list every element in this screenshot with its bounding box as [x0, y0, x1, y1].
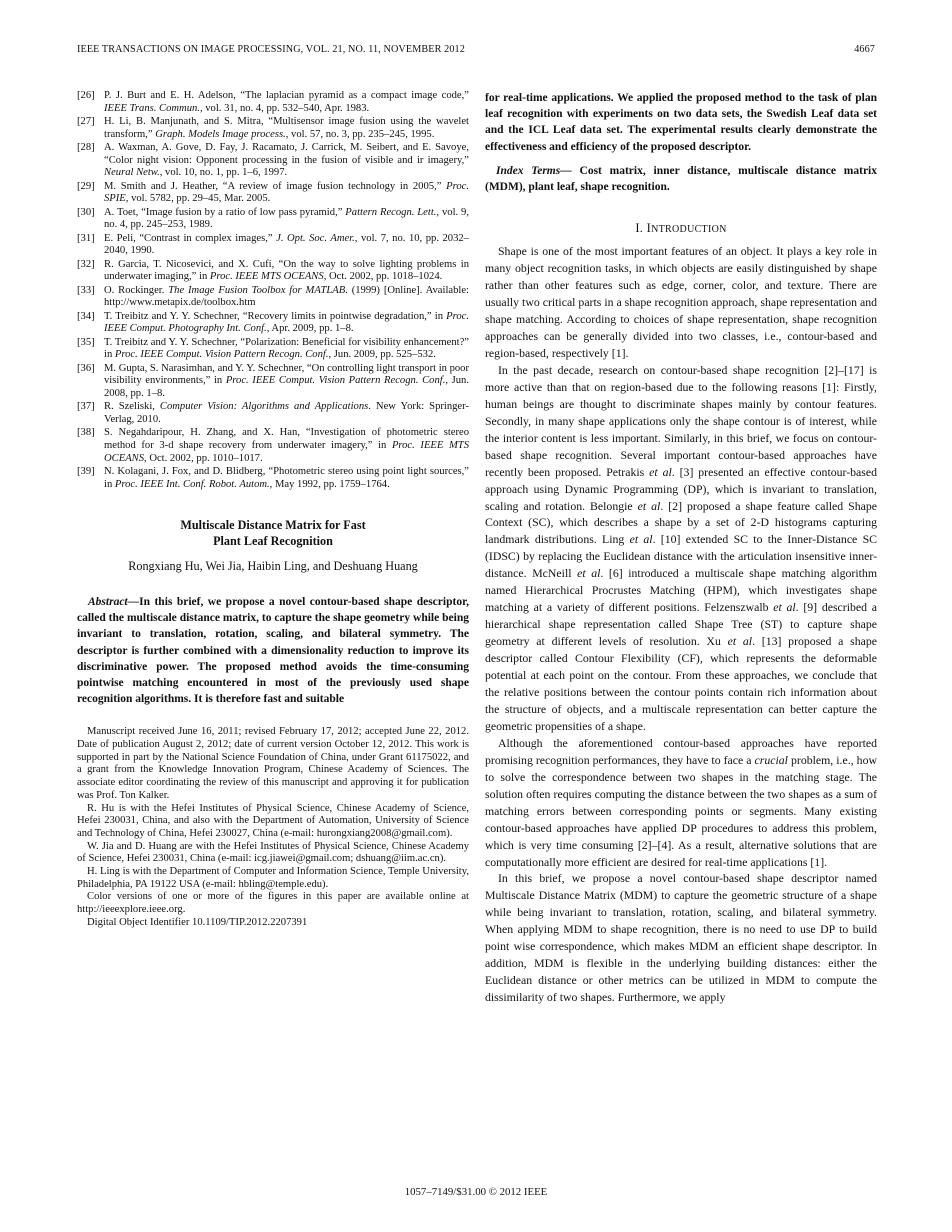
reference-venue: Graph. Models Image process. — [155, 128, 286, 140]
reference-text: R. Garcia, T. Nicosevici, and X. Cufí, “On the way to solve lighting problems in underwater imaging,” in — [104, 258, 469, 283]
reference-number: [33] — [77, 284, 95, 296]
reference-venue: Neural Netw. — [104, 167, 160, 179]
copyright-footer: 1057–7149/$31.00 © 2012 IEEE — [404, 1186, 548, 1198]
abstract-text: In this brief, we propose a novel contour-based shape descriptor, called the multiscale distance matrix, to capture the shape geometry while being invariant to translation, rotation, scaling, and bilateral symmetry. The descriptor is further combined with a dimensionality reduction to improve its discriminative power. The proposed method avoids the time-consuming pointwise matching encountered in most of the previously used shape recognition algorithms. It is therefore fast and suitable — [77, 595, 469, 706]
reference-text: A. Waxman, A. Gove, D. Fay, J. Racamato, J. Carrick, M. Seibert, and E. Savoye, “Color night vision: Opponent processing in the fusion of visible and ir imagery,” — [104, 142, 469, 166]
reference-number: [38] — [77, 427, 95, 439]
reference-item — [77, 259, 469, 284]
reference-number: [35] — [77, 336, 95, 348]
reference-number: [36] — [77, 362, 95, 374]
text-run: et al — [727, 634, 753, 649]
reference-text: P. J. Burt and E. H. Adelson, “The laplacian pyramid as a compact image code,” — [104, 90, 469, 101]
reference-item — [77, 181, 469, 206]
reference-item — [77, 401, 469, 426]
reference-item — [77, 427, 469, 465]
section-rest: NTRODUCTION — [651, 224, 727, 236]
reference-venue: Proc. IEEE Comput. Vision Pattern Recogn. Conf. — [225, 375, 446, 387]
paper-title-line-1: Multiscale Distance Matrix for Fast — [180, 517, 366, 532]
reference-text: O. Rockinger. — [104, 284, 169, 296]
text-run: Although the aforementioned contour-based approaches have reported promising recognition performances, they have to face a — [485, 735, 877, 767]
reference-number: [31] — [77, 232, 95, 244]
reference-item — [77, 90, 469, 115]
right-column — [485, 90, 877, 1006]
reference-venue: Proc. SPIE — [104, 180, 469, 205]
footnote: W. Jia and D. Huang are with the Hefei Institutes of Physical Science, Chinese Academy of Science, Hefei 230031, China (e-mail: icg.jiawei@gmail.com; dshuang@iim.ac.cn). — [77, 840, 469, 865]
reference-number: [27] — [77, 116, 95, 127]
reference-number: [32] — [77, 258, 95, 270]
footnote: R. Hu is with the Hefei Institutes of Physical Science, Chinese Academy of Science, Hefei 230031, China, and also with the Department of Automation, University of Science and Technology of China, Hefei 230027, China (e-mail: hurongxiang2008@gmail.com). — [77, 802, 469, 839]
reference-text: H. Li, B. Manjunath, and S. Mitra, “Multisensor image fusion using the wavelet transform,” — [104, 116, 469, 140]
reference-details: , Apr. 2009, pp. 1–8. — [266, 323, 354, 335]
text-run: In the past decade, research on contour-based shape recognition [2]–[17] is more active than that on region-based due to the following reasons [1]: Firstly, human beings are thought to discriminate shapes mainly by contour features. Secondly, in many shape applications only the shape contour is of interest, while the interior content is less important. Similarly, in this brief, we focus on contour-based shape recognition. Several important contour-based approaches have recently been proposed. Petrakis — [485, 362, 877, 479]
reference-venue: J. Opt. Soc. Amer. — [276, 232, 355, 244]
reference-list — [77, 90, 469, 492]
reference-venue: Computer Vision: Algorithms and Applications — [159, 401, 369, 413]
reference-venue: Proc. IEEE Comput. Photography Int. Conf. — [104, 310, 469, 335]
reference-venue: IEEE Trans. Commun. — [104, 102, 200, 114]
text-run: et al — [649, 464, 672, 479]
reference-item — [77, 285, 469, 310]
abstract — [77, 594, 469, 707]
paper-title — [77, 517, 469, 549]
reference-number: [34] — [77, 310, 95, 322]
reference-item — [77, 207, 469, 232]
text-run: . [6] introduced a multiscale shape matching algorithm named Hierarchical Procrustes Matching (HPM), which investigates shape matching at a variety of different positions. Felzenszwalb — [485, 566, 877, 615]
reference-number: [29] — [77, 180, 95, 192]
text-run: et al — [577, 566, 601, 581]
reference-item — [77, 233, 469, 258]
reference-details: , Oct. 2002, pp. 1010–1017. — [144, 452, 263, 464]
reference-details: , May 1992, pp. 1759–1764. — [269, 478, 390, 490]
intro-paragraph-4: In this brief, we propose a novel contour-based shape descriptor named Multiscale Distance Matrix (MDM) to capture the geometric structure of a shape while being invariant to translation, rotation, scaling, and bilateral symmetry. When applying MDM to shape recognition, there is no need to use DP to build point wise correspondence, which makes MDM an efficient shape descriptor. In addition, MDM is flexible in the underlying building distances: either the Euclidean distance or other metrics can be utilized in MDM to compute the dissimilarity of two shapes. Furthermore, we apply — [485, 871, 877, 1005]
reference-venue: Proc. IEEE MTS OCEANS — [104, 440, 469, 464]
abstract-label: Abstract— — [88, 595, 140, 608]
intro-paragraph-3 — [485, 735, 877, 871]
running-header: IEEE TRANSACTIONS ON IMAGE PROCESSING, VOL. 21, NO. 11, NOVEMBER 2012 — [77, 44, 465, 55]
text-run: . [13] proposed a shape descriptor called Contour Flexibility (CF), which represents the deformable potential at each point on the contour. From these approaches, we conclude that the relative positions between the contour points contain rich information about the structure of objects, and a multiscale representation can better capture the geometric propensities of a shape. — [485, 634, 878, 733]
abstract-continued: for real-time applications. We applied the proposed method to the task of plan leaf recognition with experiments on two data sets, the Swedish Leaf data set and the ICL Leaf data set. The experimental results clearly demonstrate the effectiveness and efficiency of the proposed descriptor. — [485, 92, 877, 153]
text-run: crucial — [754, 752, 788, 767]
reference-venue: The Image Fusion Toolbox for MATLAB — [168, 284, 346, 296]
reference-details: , vol. 10, no. 1, pp. 1–6, 1997. — [159, 167, 288, 179]
text-run: . [9] described a hierarchical shape representation called Shape Tree (ST) to capture shape geometry at different levels of resolution. Xu — [485, 600, 877, 649]
authors: Rongxiang Hu, Wei Jia, Haibin Ling, and Deshuang Huang — [128, 558, 418, 573]
reference-number: [39] — [77, 466, 95, 478]
text-run: . [3] presented an effective contour-based approach using Dynamic Programming (DP), which is invariant to translation, scaling and rotation. Belongie — [485, 464, 878, 513]
reference-details: , vol. 9, no. 4, pp. 245–253, 1989. — [104, 206, 469, 231]
reference-details: , vol. 31, no. 4, pp. 532–540, Apr. 1983. — [199, 102, 370, 114]
reference-details: , vol. 7, no. 10, pp. 2032–2040, 1990. — [104, 232, 469, 257]
reference-venue: Proc. IEEE Int. Conf. Robot. Autom. — [114, 478, 270, 490]
section-heading — [485, 221, 877, 236]
section-first-letter: I — [646, 221, 652, 236]
reference-venue: Pattern Recogn. Lett. — [345, 206, 437, 218]
reference-text: N. Kolagani, J. Fox, and D. Blidberg, “Photometric stereo using point light sources,” in — [104, 466, 469, 490]
text-run: et al — [773, 600, 796, 615]
footnote: H. Ling is with the Department of Computer and Information Science, Temple University, Philadelphia, PA 19122 USA (e-mail: hbling@temple.edu). — [77, 866, 469, 890]
footnote: Color versions of one or more of the figures in this paper are available online at http://ieeexplore.ieee.org. — [77, 891, 469, 916]
text-run: . [2] proposed a shape feature called Shape Context (SC), which describes a shape by a set of 2-D histograms capturing landmark distributions. Ling — [485, 498, 877, 547]
index-terms — [485, 163, 877, 195]
reference-item — [77, 142, 469, 180]
reference-text: T. Treibitz and Y. Y. Schechner, “Recovery limits in pointwise degradation,” in — [104, 310, 447, 322]
text-run: et al — [629, 532, 653, 547]
paper-title-line-2: Plant Leaf Recognition — [213, 533, 333, 548]
reference-venue: Proc. IEEE MTS OCEANS — [209, 271, 324, 283]
text-run: . [10] extended SC to the Inner-Distance SC (IDSC) by replacing the Euclidean distance with the articulation insensitive inner-distance. McNeill — [485, 532, 877, 581]
reference-text: R. Szeliski, — [104, 401, 160, 413]
reference-item — [77, 363, 469, 401]
reference-text: M. Gupta, S. Narasimhan, and Y. Y. Schechner, “On controlling light transport in poor visibility environments,” in — [104, 362, 470, 387]
reference-details: . (1999) [Online]. Available: http://www.metapix.de/toolbox.htm — [104, 284, 469, 309]
reference-details: , vol. 57, no. 3, pp. 235–245, 1995. — [285, 128, 435, 140]
reference-item — [77, 337, 469, 362]
reference-text: E. Peli, “Contrast in complex images,” — [104, 232, 277, 244]
reference-item — [77, 311, 469, 336]
footnote: Manuscript received June 16, 2011; revised February 17, 2012; accepted June 22, 2012. Date of publication August 2, 2012; date of current version October 12, 2012. This work is supported in part by the National Science Foundation of China, under Grant 61175022, and a grant from the Knowledge Innovation Program, Chinese Academy of Sciences. The associate editor coordinating the review of this manuscript and approving it for publication was Prof. Ton Kalker. — [77, 726, 469, 801]
section-number: I. — [635, 221, 647, 236]
footnote: Digital Object Identifier 10.1109/TIP.2012.2207391 — [87, 916, 308, 928]
page-number: 4667 — [854, 44, 875, 55]
reference-text: A. Toet, “Image fusion by a ratio of low pass pyramid,” — [104, 206, 346, 218]
reference-venue: Proc. IEEE Comput. Vision Pattern Recogn. Conf. — [114, 349, 329, 361]
footnotes — [77, 726, 469, 929]
reference-details: , Oct. 2002, pp. 1018–1024. — [323, 271, 443, 283]
intro-paragraph-2 — [485, 362, 877, 735]
reference-item — [77, 466, 469, 491]
reference-text: S. Negahdaripour, H. Zhang, and X. Han, “Investigation of photometric stereo method for 3-d shape recovery from underwater imagery,” in — [104, 427, 469, 452]
reference-number: [26] — [77, 90, 95, 101]
reference-details: , Jun. 2009, pp. 525–532. — [328, 349, 436, 361]
index-terms-text: Cost matrix, inner distance, multiscale distance matrix (MDM), plant leaf, shape recognition. — [485, 164, 878, 194]
reference-details: , vol. 5782, pp. 29–45, Mar. 2005. — [125, 193, 271, 205]
reference-details: . New York: Springer-Verlag, 2010. — [104, 401, 469, 426]
reference-number: [37] — [77, 401, 95, 413]
reference-number: [28] — [77, 142, 95, 153]
reference-text: T. Treibitz and Y. Y. Schechner, “Polarization: Beneficial for visibility enhancement?” in — [104, 336, 469, 361]
intro-paragraph-1: Shape is one of the most important features of an object. It plays a key role in many object recognition tasks, in which objects are easily distinguished by shape rather than other features such as edge, corner, color, and texture. There are usually two critical parts in a shape recognition approach, shape representation and shape matching. According to choices of shape representation, shape recognition approaches can be generally divided into two classes, i.e., contour-based and region-based, respectively [1]. — [485, 244, 877, 360]
text-run: et al — [637, 498, 661, 513]
reference-number: [30] — [77, 206, 95, 218]
left-column — [77, 90, 469, 930]
reference-details: , Jun. 2008, pp. 1–8. — [104, 375, 469, 400]
reference-text: M. Smith and J. Heather, “A review of image fusion technology in 2005,” — [104, 180, 447, 192]
index-terms-label: Index Terms— — [496, 164, 572, 177]
reference-item — [77, 116, 469, 141]
text-run: problem, i.e., how to solve the correspondence between two shapes in the matching stage. The solution often requires computing the distance between the two shapes as a sum of matching errors between corresponding points or segments. Many existing contour-based approaches have applied DP procedures to address this problem, which is very time consuming [2]–[4]. As a result, alternative solutions that are computationally more efficient are desired for real-time applications [1]. — [485, 752, 877, 869]
